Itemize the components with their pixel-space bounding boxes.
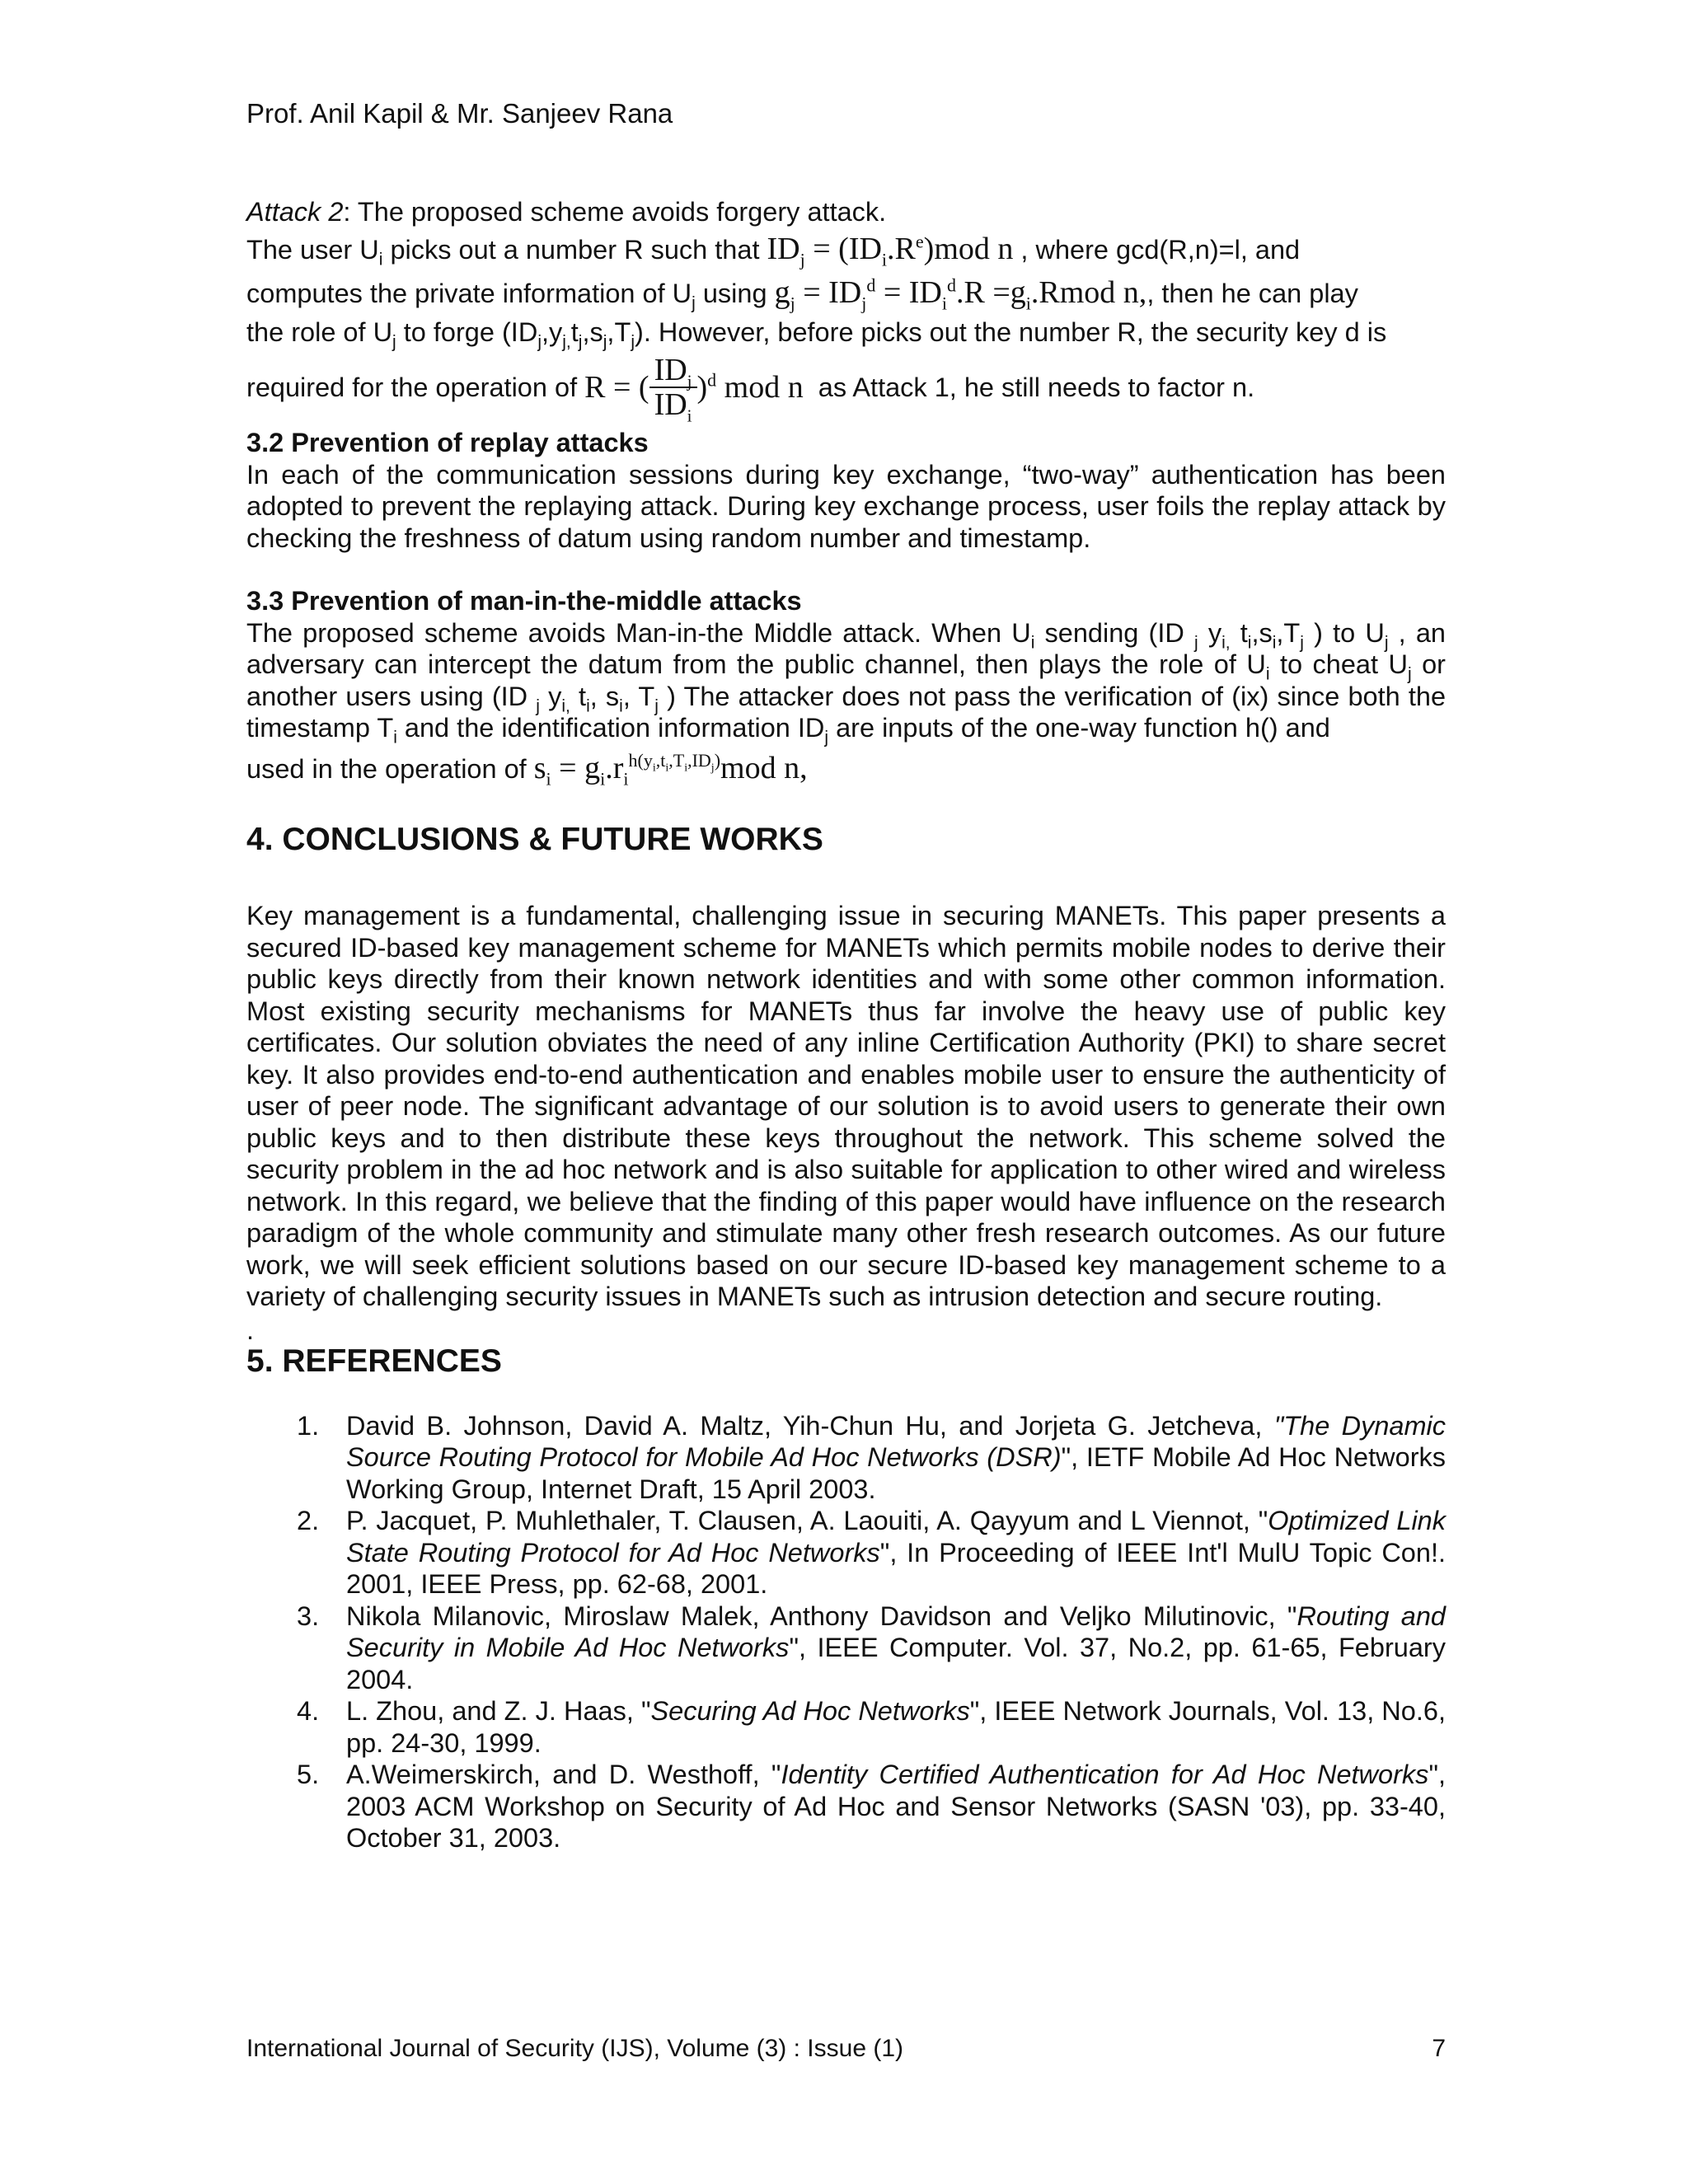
- reference-list: [246, 1410, 1446, 1854]
- fraction-idj-idi: $\frac{ID_j}{ID_i}$: [649, 354, 697, 421]
- stray-dot: .: [246, 1315, 255, 1345]
- attack2-line4: required for the operation of R = ( $\frac{ID_j}{ID_i}$ )$^d$ mod n as Attack 1, he still needs to factor n.: [246, 353, 1255, 426]
- page-number: 7: [1432, 2035, 1446, 2062]
- section-3-3-text: The proposed scheme avoids Man-in-the Middle attack. When $U_i$ sending (ID $_j$ $y_{i,}$ $t_i,s_i,T_j$ ) to $U_j$ , an adversary can intercept the datum from the public channel, then plays the role of $U_i$ to cheat $U_j$ or another users using (ID $_j$ $y_{i,}$ $t_i$, $s_i$, $T_j$ ) The attacker does not pass the verification of (ix) since both the timestamp $T_i$ and the identification information $ID_j$ are inputs of the one-way function h() and: [246, 617, 1447, 748]
- section-4-title: 4. CONCLUSIONS & FUTURE WORKS: [246, 822, 823, 857]
- section-3-2-title: 3.2 Prevention of replay attacks: [246, 428, 649, 457]
- reference-item: 4. L. Zhou, and Z. J. Haas, "Securing Ad Hoc Networks", IEEE Network Journals, Vol. 13, No.6, pp. 24-30, 1999.: [297, 1696, 1446, 1758]
- equation-gj: $g_j = ID_j^d = ID_i^d.R$ $=g_i.Rmod$ n,: [774, 274, 1147, 314]
- reference-item: 2. P. Jacquet, P. Muhlethaler, T. Clausen, A. Laouiti, A. Qayyum and L Viennot, "Optimized Link State Routing Protocol for Ad Hoc Networks", In Proceeding of IEEE Int'l MulU Topic Con!. 2001, IEEE Press, pp. 62-68, 2001.: [297, 1506, 1446, 1599]
- section-4-text: Key management is a fundamental, challenging issue in securing MANETs. This paper presents a secured ID-based key management scheme for MANETs which permits mobile nodes to derive their public keys directly from their known network identities and with some other common information. Most existing security mechanisms for MANETs thus far involve the heavy use of public key certificates. Our solution obviates the need of any inline Certification Authority (PKI) to share secret key. It also provides end-to-end authentication and enables mobile user to ensure the authenticity of user of peer node. The significant advantage of our solution is to avoid users to generate their own public keys and to then distribute these keys throughout the network. This scheme solved the security problem in the ad hoc network and is also suitable for application to other wired and wireless network. In this regard, we believe that the finding of this paper would have influence on the research paradigm of the whole community and stimulate many other fresh research outcomes. As our future work, we will seek efficient solutions based on our secure ID-based key management scheme to a variety of challenging security issues in MANETs such as intrusion detection and secure routing.: [246, 901, 1446, 1311]
- attack2-line1: The user $U_i$ picks out a number R such that $ID_j = (ID_i.R^e)mod$ n , where gcd(R,n)=l, and: [246, 230, 1301, 270]
- section-5-title: 5. REFERENCES: [246, 1343, 502, 1379]
- section-3-2-text: In each of the communication sessions during key exchange, “two-way” authentication has been adopted to prevent the replaying attack. During key exchange process, user foils the replay attack by checking the freshness of datum using random number and timestamp.: [246, 459, 1446, 553]
- equation-idj: $ID_j = (ID_i.R^e)mod$ n: [767, 230, 1014, 270]
- equation-si: $s_i = g_i.r_i^{h(y_i,t_i,T_i,ID_j)}mod$ n,: [533, 749, 808, 790]
- equation-r: R = (: [584, 369, 649, 405]
- attack2-line3: the role of $U_j$ to forge $(ID_j,y_{j,}t_j,s_j,T_j)$. However, before picks out the number R, the security key d is: [246, 316, 1387, 351]
- running-footer: [246, 2034, 1446, 2064]
- section-3-3-title: 3.3 Prevention of man-in-the-middle attacks: [246, 586, 802, 616]
- reference-item: 3. Nikola Milanovic, Miroslaw Malek, Anthony Davidson and Veljko Milutinovic, "Routing and Security in Mobile Ad Hoc Networks", IEEE Computer. Vol. 37, No.2, pp. 61-65, February 2004.: [297, 1601, 1446, 1694]
- section-3-3-equation-line: used in the operation of $s_i = g_i.r_i^{h(y_i,t_i,T_i,ID_j)}mod$ n,: [246, 749, 808, 790]
- page-body: [246, 196, 1446, 1854]
- attack2-line2: computes the private information of $U_j$ using $g_j = ID_j^d = ID_i^d.R$ $=g_i.Rmod$ n,, then he can play: [246, 274, 1358, 314]
- reference-item: 1. David B. Johnson, David A. Maltz, Yih-Chun Hu, and Jorjeta G. Jetcheva, "The Dynamic Source Routing Protocol for Mobile Ad Hoc Networks (DSR)", IETF Mobile Ad Hoc Networks Working Group, Internet Draft, 15 April 2003.: [297, 1410, 1447, 1504]
- journal-citation: International Journal of Security (IJS), Volume (3) : Issue (1): [246, 2035, 904, 2062]
- running-header: Prof. Anil Kapil & Mr. Sanjeev Rana: [246, 98, 673, 129]
- attack2-intro: Attack 2: The proposed scheme avoids forgery attack.: [246, 197, 887, 227]
- reference-item: 5. A.Weimerskirch, and D. Westhoff, "Identity Certified Authentication for Ad Hoc Networks", 2003 ACM Workshop on Security of Ad Hoc and Sensor Networks (SASN '03), pp. 33-40, October 31, 2003.: [297, 1760, 1447, 1853]
- attack2-label: Attack 2: [246, 197, 344, 227]
